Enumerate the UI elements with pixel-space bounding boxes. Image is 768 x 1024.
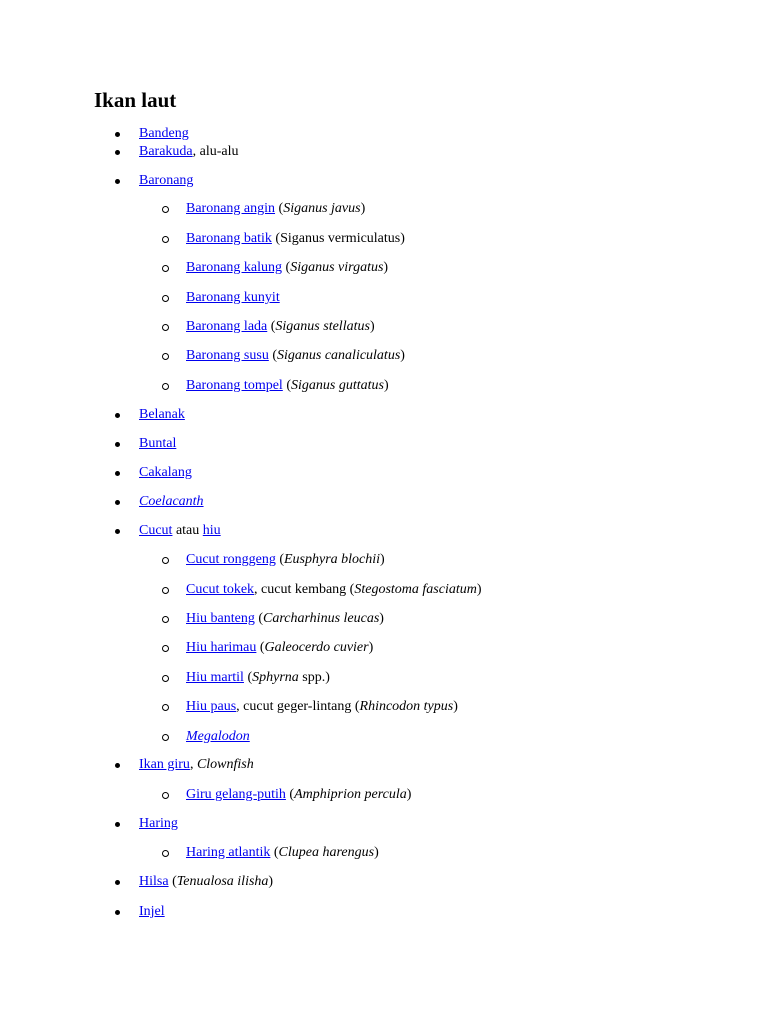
fish-link[interactable]: Baronang angin <box>186 201 276 216</box>
list-item <box>186 318 375 336</box>
list-item <box>139 143 239 161</box>
scientific-name: Carcharhinus leucas <box>263 611 380 626</box>
scientific-name: Siganus stellatus <box>275 319 370 334</box>
bullet-circle-icon <box>162 265 169 272</box>
item-text: ) <box>268 874 274 889</box>
fish-link[interactable]: Cucut tokek <box>186 582 255 597</box>
fish-link[interactable]: Haring atlantik <box>186 845 271 860</box>
list-item <box>186 698 458 716</box>
fish-link[interactable]: Giru gelang-putih <box>186 787 286 802</box>
bullet-circle-icon <box>162 587 169 594</box>
list-item <box>186 669 330 687</box>
fish-link[interactable]: Belanak <box>139 407 185 422</box>
bullet-disc-icon <box>115 822 120 827</box>
bullet-circle-icon <box>162 324 169 331</box>
item-text: ( <box>254 611 263 626</box>
bullet-disc-icon <box>115 763 120 768</box>
list-item <box>139 756 254 774</box>
bullet-circle-icon <box>162 675 169 682</box>
item-text: ( <box>256 640 265 655</box>
list-item <box>139 125 189 143</box>
page-heading: Ikan laut <box>94 88 177 112</box>
list-item <box>139 815 178 833</box>
bullet-circle-icon <box>162 734 169 741</box>
item-text: (Siganus vermiculatus) <box>271 231 405 246</box>
fish-link[interactable]: Hiu harimau <box>186 640 257 655</box>
item-text: ( <box>275 201 284 216</box>
item-text: ) <box>476 582 482 597</box>
fish-link[interactable]: Cucut <box>139 523 173 538</box>
fish-link[interactable]: Injel <box>139 904 165 919</box>
item-text: ) <box>383 260 389 275</box>
item-text: ) <box>406 787 412 802</box>
item-text: , <box>189 757 197 772</box>
fish-link[interactable]: Buntal <box>139 436 177 451</box>
item-text: ( <box>268 348 277 363</box>
list-item <box>139 522 221 540</box>
scientific-name: Sphyrna <box>252 670 299 685</box>
bullet-circle-icon <box>162 353 169 360</box>
item-text: ( <box>282 260 291 275</box>
item-text: ) <box>368 640 374 655</box>
item-text: ( <box>282 378 291 393</box>
item-text: ( <box>285 787 295 802</box>
list-item <box>186 377 389 395</box>
item-text: ( <box>270 845 279 860</box>
scientific-name: Stegostoma fasciatum <box>354 582 477 597</box>
list-item <box>186 347 405 365</box>
bullet-disc-icon <box>115 910 120 915</box>
bullet-circle-icon <box>162 236 169 243</box>
scientific-name: Rhincodon typus <box>359 699 454 714</box>
bullet-disc-icon <box>115 442 120 447</box>
list-item <box>186 610 384 628</box>
fish-link[interactable]: Megalodon <box>186 729 250 744</box>
list-item <box>139 172 193 190</box>
item-text: atau <box>172 523 203 538</box>
list-item <box>186 551 385 569</box>
scientific-name: Siganus virgatus <box>290 260 384 275</box>
item-text: ) <box>360 201 366 216</box>
item-text: ) <box>400 348 405 363</box>
list-item <box>186 200 365 218</box>
scientific-name: Clownfish <box>196 757 254 772</box>
bullet-circle-icon <box>162 295 169 302</box>
item-text: ( <box>267 319 276 334</box>
bullet-disc-icon <box>115 529 120 534</box>
scientific-name: Clupea harengus <box>278 845 375 860</box>
list-item <box>186 844 379 862</box>
bullet-circle-icon <box>162 850 169 857</box>
item-text: ( <box>275 552 284 567</box>
item-text: spp.) <box>298 670 330 685</box>
bullet-circle-icon <box>162 645 169 652</box>
fish-link[interactable]: Hiu banteng <box>186 611 255 626</box>
fish-link[interactable]: Baronang susu <box>186 348 269 363</box>
fish-link[interactable]: Baronang batik <box>186 231 272 246</box>
list-item <box>139 873 273 891</box>
item-text: ( <box>168 874 177 889</box>
list-item <box>186 728 250 746</box>
list-item <box>186 230 405 248</box>
list-item <box>186 581 482 599</box>
item-text: ) <box>453 699 458 714</box>
list-item <box>139 493 204 511</box>
bullet-disc-icon <box>115 413 120 418</box>
fish-link[interactable]: Hilsa <box>139 874 169 889</box>
scientific-name: Amphiprion percula <box>294 787 407 802</box>
fish-link[interactable]: Coelacanth <box>139 494 204 509</box>
list-item <box>139 406 185 424</box>
fish-link[interactable]: Baronang lada <box>186 319 268 334</box>
scientific-name: Tenualosa ilisha <box>176 874 269 889</box>
item-text: ) <box>379 611 384 626</box>
scientific-name: Siganus javus <box>283 201 361 216</box>
item-text: , cucut kembang ( <box>254 582 355 597</box>
bullet-circle-icon <box>162 792 169 799</box>
bullet-circle-icon <box>162 206 169 213</box>
fish-link[interactable]: hiu <box>202 523 221 538</box>
bullet-circle-icon <box>162 557 169 564</box>
scientific-name: Siganus canaliculatus <box>277 348 401 363</box>
scientific-name: Galeocerdo cuvier <box>264 640 369 655</box>
fish-link[interactable]: Hiu martil <box>186 670 244 685</box>
list-item <box>139 435 176 453</box>
item-text: , alu-alu <box>192 144 239 159</box>
fish-link[interactable]: Cucut ronggeng <box>186 552 276 567</box>
bullet-disc-icon <box>115 132 120 137</box>
item-text: ( <box>243 670 253 685</box>
fish-link[interactable]: Barakuda <box>139 144 193 159</box>
item-text: , cucut geger-lintang ( <box>236 699 360 714</box>
bullet-disc-icon <box>115 880 120 885</box>
item-text: ) <box>374 845 379 860</box>
fish-link[interactable]: Bandeng <box>139 126 189 141</box>
list-item <box>186 289 280 307</box>
fish-link[interactable]: Baronang tompel <box>186 378 283 393</box>
fish-link[interactable]: Cakalang <box>139 465 192 480</box>
bullet-disc-icon <box>115 150 120 155</box>
scientific-name: Siganus guttatus <box>290 378 384 393</box>
bullet-circle-icon <box>162 704 169 711</box>
bullet-disc-icon <box>115 471 120 476</box>
bullet-circle-icon <box>162 383 169 390</box>
list-item <box>186 639 373 657</box>
fish-link[interactable]: Hiu paus <box>186 699 237 714</box>
list-item <box>139 903 165 921</box>
item-text: ) <box>380 552 385 567</box>
scientific-name: Eusphyra blochii <box>284 552 381 567</box>
bullet-disc-icon <box>115 179 120 184</box>
list-item <box>186 786 411 804</box>
bullet-disc-icon <box>115 500 120 505</box>
item-text: ) <box>369 319 375 334</box>
fish-link[interactable]: Baronang kalung <box>186 260 283 275</box>
list-item <box>139 464 192 482</box>
fish-link[interactable]: Haring <box>139 816 178 831</box>
fish-link[interactable]: Baronang kunyit <box>186 290 280 305</box>
fish-link[interactable]: Baronang <box>139 173 194 188</box>
bullet-circle-icon <box>162 616 169 623</box>
item-text: ) <box>383 378 389 393</box>
fish-link[interactable]: Ikan giru <box>139 757 190 772</box>
list-item <box>186 259 388 277</box>
